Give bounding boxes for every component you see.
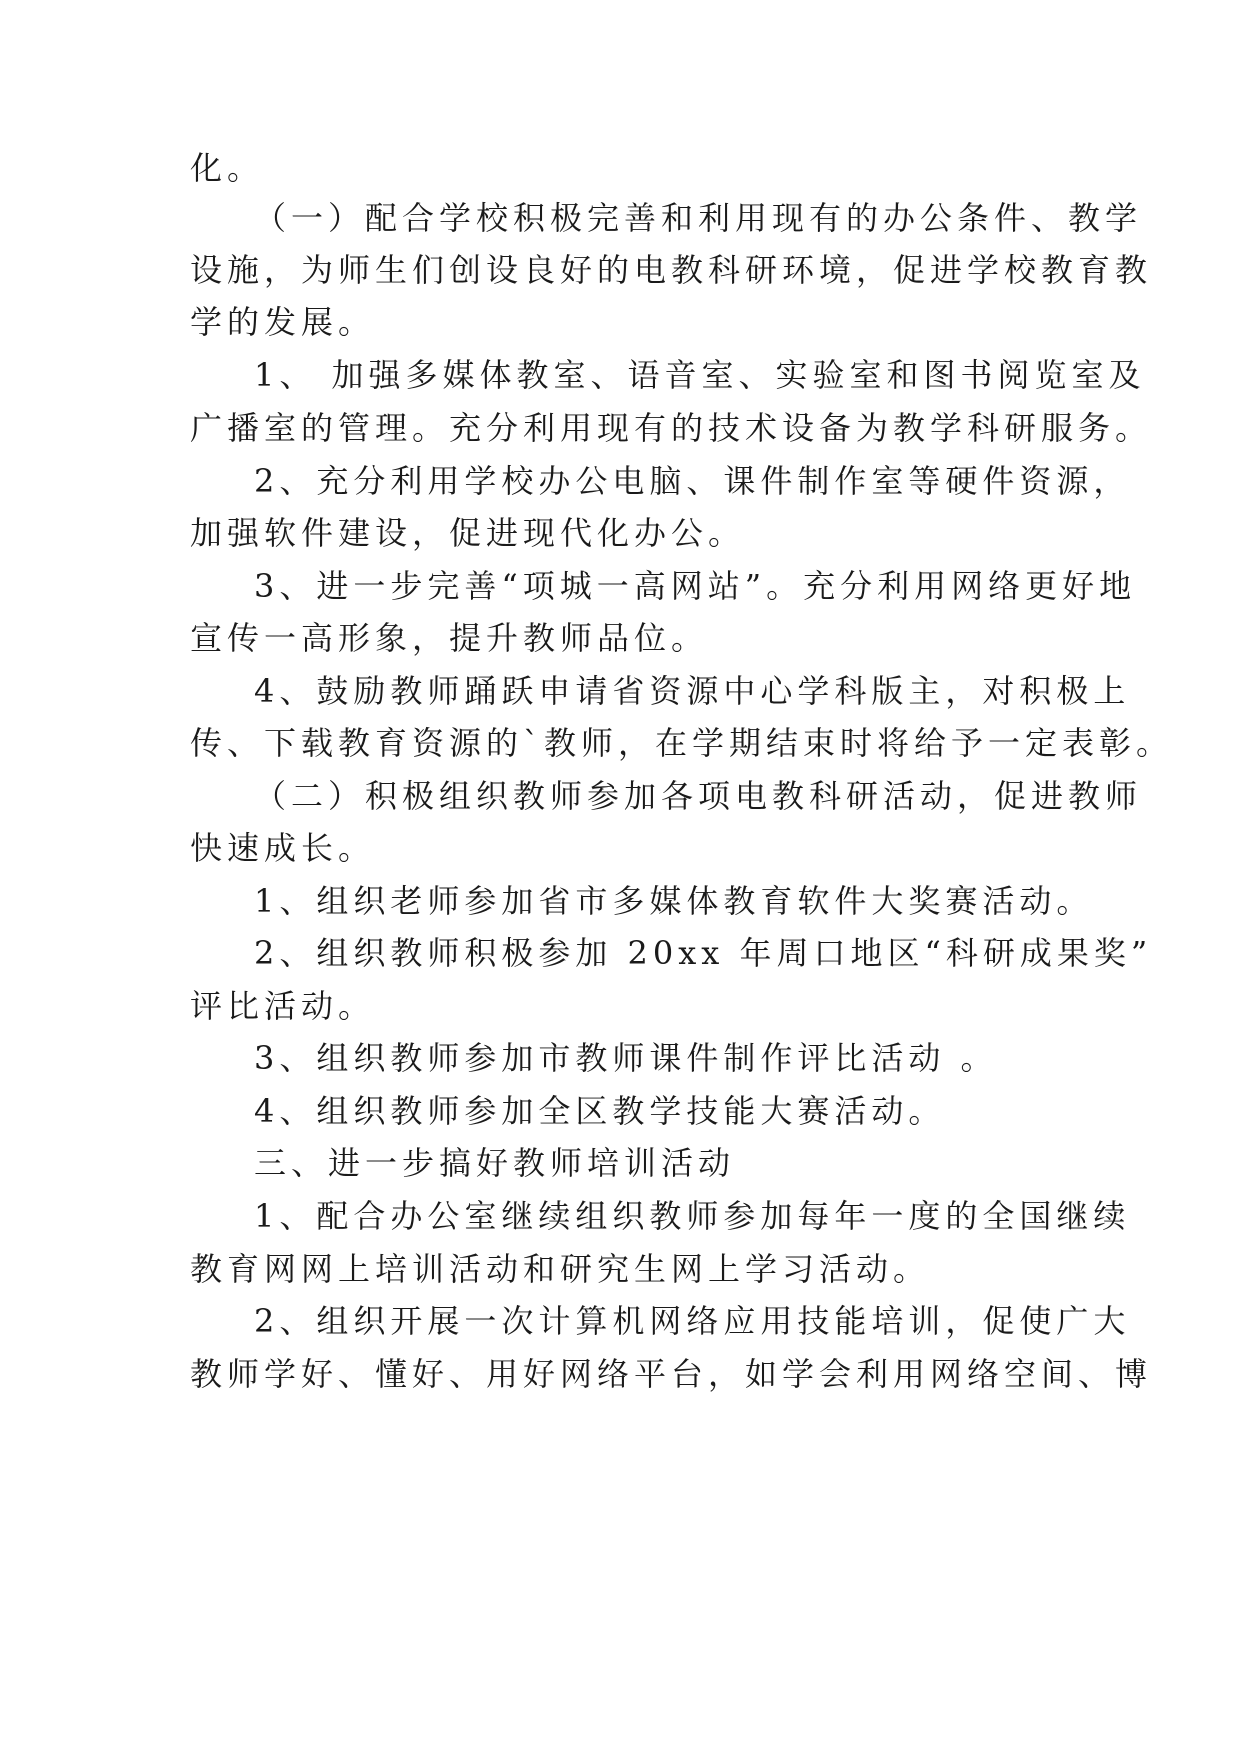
text-line-10: 宣传一高形象，提升教师品位。 [190, 619, 709, 657]
text-line-24: 教师学好、懂好、用好网络平台，如学会利用网络空间、博 [190, 1355, 1153, 1393]
list-item-3-2: 2、组织开展一次计算机网络应用技能培训，促使广大 [254, 1302, 1131, 1340]
list-item-1-4: 4、鼓励教师踊跃申请省资源中心学科版主，对积极上 [254, 672, 1131, 710]
section-heading-2: （二）积极组织教师参加各项电教科研活动，促进教师 [254, 777, 1143, 815]
text-line-3: 设施，为师生们创设良好的电教科研环境，促进学校教育教 [190, 251, 1153, 289]
list-item-2-4: 4、组织教师参加全区教学技能大赛活动。 [254, 1092, 946, 1130]
section-heading-1: （一）配合学校积极完善和利用现有的办公条件、教学 [254, 199, 1143, 237]
list-item-2-1: 1、组织老师参加省市多媒体教育软件大奖赛活动。 [254, 882, 1094, 920]
list-item-2-2: 2、组织教师积极参加 20xx 年周口地区“科研成果奖” [254, 934, 1153, 972]
list-item-1-2: 2、充分利用学校办公电脑、课件制作室等硬件资源， [254, 462, 1131, 500]
text-line-22: 教育网网上培训活动和研究生网上学习活动。 [190, 1250, 931, 1288]
list-item-2-3: 3、组织教师参加市教师课件制作评比活动 。 [254, 1039, 998, 1077]
text-line-4: 学的发展。 [190, 303, 376, 341]
text-line-1: 化。 [190, 149, 265, 187]
section-heading-3: 三、进一步搞好教师培训活动 [254, 1144, 736, 1182]
text-line-17: 评比活动。 [190, 987, 376, 1025]
text-line-12: 传、下载教育资源的`教师，在学期结束时将给予一定表彰。 [190, 724, 1174, 762]
list-item-3-1: 1、配合办公室继续组织教师参加每年一度的全国继续 [254, 1197, 1131, 1235]
list-item-1-3: 3、进一步完善“项城一高网站”。充分利用网络更好地 [254, 567, 1137, 605]
text-line-6: 广播室的管理。充分利用现有的技术设备为教学科研服务。 [190, 409, 1153, 447]
text-line-14: 快速成长。 [190, 829, 376, 867]
list-item-1-1: 1、 加强多媒体教室、语音室、实验室和图书阅览室及 [254, 356, 1146, 394]
text-line-8: 加强软件建设，促进现代化办公。 [190, 514, 746, 552]
